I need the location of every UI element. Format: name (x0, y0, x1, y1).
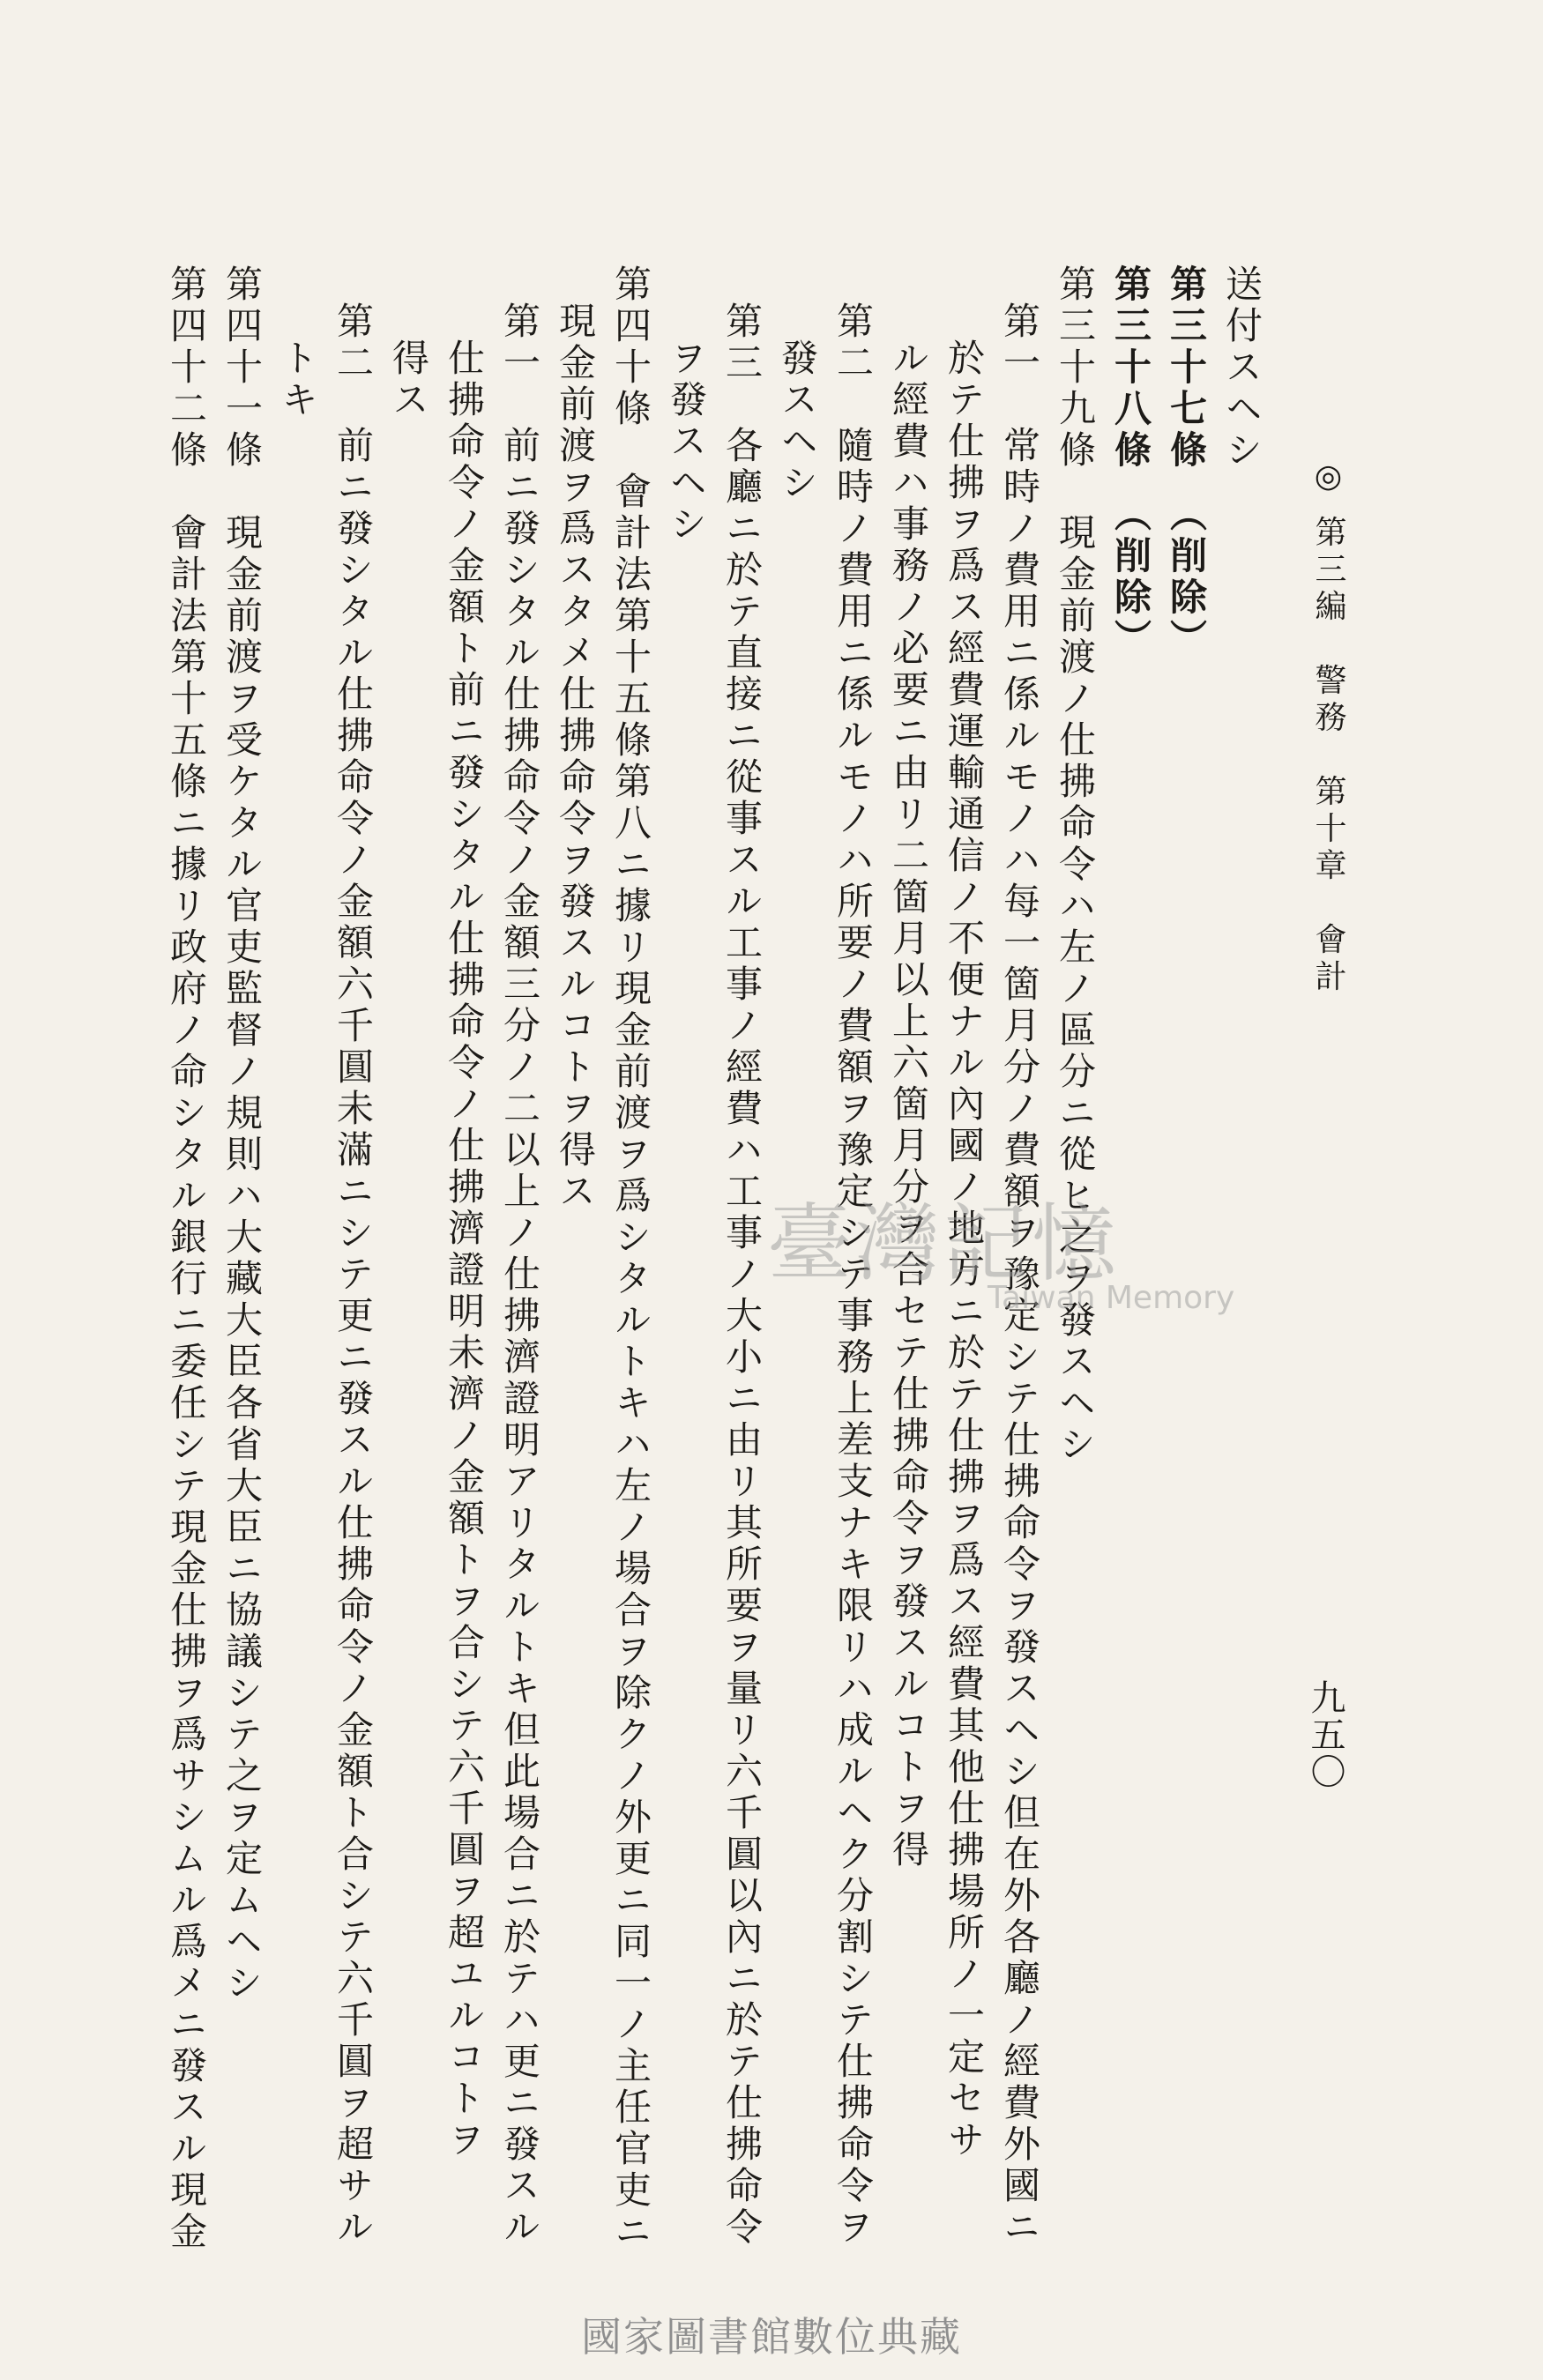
text-line: ヲ發スヘシ (665, 338, 708, 546)
text-line: 第二 隨時ノ費用ニ係ルモノハ所要ノ費額ヲ豫定シテ事務上差支ナキ限リハ成ルヘク分割シテ仕拂命令ヲ (831, 301, 875, 2249)
text-line: 第二 前ニ發シタル仕拂命令ノ金額六千圓未滿ニシテ更ニ發スル仕拂命令ノ金額ト合シテ六千圓ヲ超サル (332, 301, 375, 2249)
text-line: 第一 前ニ發シタル仕拂命令ノ金額三分ノ二以上ノ仕拂濟證明アリタルトキ但此場合ニ於テハ更ニ發スル (498, 301, 541, 2249)
article-39-line: 第三十九條 現金前渡ノ仕拂命令ハ左ノ區分ニ從ヒ之ヲ發スヘシ (1054, 264, 1097, 1466)
article-42-line: 第四十二條 會計法第十五條ニ據リ政府ノ命シタル銀行ニ委任シテ現金仕拂ヲ爲サシムル爲メニ發スル現金 (165, 264, 208, 2253)
article-40-line: 第四十條 會計法第十五條第八ニ據リ現金前渡ヲ爲シタルトキハ左ノ場合ヲ除クノ外更ニ同一ノ主任官吏ニ (609, 264, 652, 2253)
text-line: 於テ仕拂ヲ爲ス經費運輸通信ノ不便ナル內國ノ地方ニ於テ仕拂ヲ爲ス經費其他仕拂場所ノ一定セサ (943, 338, 986, 2161)
article-38-line: 第三十八條 （削除） (1109, 264, 1152, 660)
watermark (767, 1177, 1261, 1353)
text-line: 得ス (387, 338, 430, 421)
article-41-line: 第四十一條 現金前渡ヲ受ケタル官吏監督ノ規則ハ大藏大臣各省大臣ニ協議シテ之ヲ定ムヘシ (220, 264, 264, 2004)
text-line: 送付スヘシ (1220, 264, 1263, 472)
text-line: トキ (276, 338, 319, 421)
text-line: 第一 常時ノ費用ニ係ルモノハ每一箇月分ノ費額ヲ豫定シテ仕拂命令ヲ發スヘシ但在外各廳ノ經費外國ニ (998, 301, 1041, 2249)
article-37-line: 第三十七條 （削除） (1165, 264, 1208, 660)
footer-credit: 國家圖書館數位典藏 (581, 2313, 962, 2361)
text-line: 第三 各廳ニ於テ直接ニ從事スル工事ノ經費ハ工事ノ大小ニ由リ其所要ヲ量リ六千圓以內ニ於テ仕拂命令 (720, 301, 764, 2249)
text-line: 發スヘシ (776, 338, 819, 504)
text-line: 現金前渡ヲ爲スタメ仕拂命令ヲ發スルコトヲ得ス (554, 301, 597, 1213)
running-header: ◎ 第三編 警務 第十章 會計 (1310, 458, 1346, 997)
watermark-subtitle: Taiwan Memory (988, 1280, 1235, 1316)
text-line: 仕拂命令ノ金額ト前ニ發シタル仕拂命令ノ仕拂濟證明未濟ノ金額トヲ合シテ六千圓ヲ超ユルコトヲ (443, 338, 486, 2161)
page-number: 九五〇 (1305, 1679, 1345, 1790)
watermark-logo: 臺灣記憶 (767, 1194, 1120, 1293)
text-line: ル經費ハ事務ノ必要ニ由リ二箇月以上六箇月分ヲ合セテ仕拂命令ヲ發スルコトヲ得 (887, 338, 930, 1871)
